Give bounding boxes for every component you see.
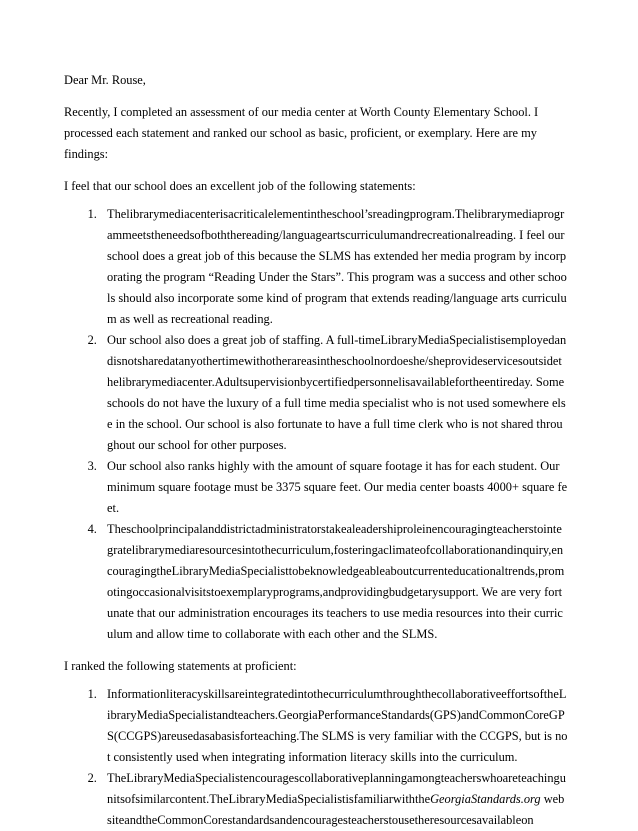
proficient-list bbox=[64, 684, 568, 831]
exemplary-item: 4. Theschoolprincipalanddistrictadministratorstakealeadershiproleinencouragingteacherstointegratelibrarymediaresourcesintothecurriculum,fosteringaclimateofcollaborationandinquiry,encouragingtheLibraryMediaSpecialisttobeknowledgeableaboutcurrenteducationaltrends,promotingoccasionalvisitstoexemplaryprograms,andprovidingbudgetarysupport. We are very fortunate that our administration encourages its teachers to use media resources into their curriculum and allow time to collaborate with each other and the SLMS. bbox=[100, 519, 568, 645]
proficient-heading: I ranked the following statements at proficient: bbox=[64, 659, 297, 673]
website-reference: GeorgiaStandards.org bbox=[430, 792, 541, 806]
proficient-item bbox=[100, 768, 568, 831]
intro-paragraph: Recently, I completed an assessment of our media center at Worth County Elementary School. I processed each statement and ranked our school as basic, proficient, or exemplary. Here are my findings: bbox=[64, 105, 539, 161]
exemplary-item: 3. Our school also ranks highly with the amount of square footage it has for each student. Our minimum square footage must be 3375 square feet. Our media center boasts 4000+ square feet. bbox=[100, 456, 568, 519]
salutation: Dear Mr. Rouse, bbox=[64, 73, 146, 87]
proficient-item: 1. InformationliteracyskillsareintegratedintothecurriculumthroughthecollaborativeeffortsoftheLibraryMediaSpecialistandteachers.GeorgiaPerformanceStandards(GPS)andCommonCoreGPS(CCGPS)areusedasabasisforteaching.The SLMS is very familiar with the CCGPS, but is not consistently used when integrating information literacy skills into the curriculum. bbox=[100, 684, 568, 768]
exemplary-item: 2. Our school also does a great job of staffing. A full-timeLibraryMediaSpecialistisemployedandisnotsharedatanyothertimewithotherareasintheschoolnordoeshe/sheprovideservicesoutsidethelibrarymediacenter.Adultsupervisionbycertifiedpersonnelisavailablefortheentireday. Some schools do not have the luxury of a full time media specialist who is not used somewhere else in the school. Our school is also fortunate to have a full time clerk who is not shared throughout our school for other purposes. bbox=[100, 330, 568, 456]
exemplary-item: 1. Thelibrarymediacenterisacriticalelementintheschool’sreadingprogram.Thelibrarymediaprogrammeetstheneedsofboththereading/languageartscurriculumandrecreationalreading. I feel our school does a great job of this because the SLMS has extended her media program by incorporating the program “Reading Under the Stars”. This program was a success and other schools should also incorporate some kind of program that extends reading/language arts curriculum as well as recreational reading. bbox=[100, 204, 568, 330]
exemplary-heading: I feel that our school does an excellent job of the following statements: bbox=[64, 179, 416, 193]
proficient-item-text: TheLibraryMediaSpecialistencouragescollaborativeplanningamongteacherswhoareteachingunitsofsimilarcontent.TheLibraryMediaSpecialistisfamiliarwiththe bbox=[107, 771, 566, 806]
proficient-item-text-end: websiteandtheCommonCorestandardsandencouragesteacherstousetheresourcesavailableon bbox=[107, 792, 565, 827]
exemplary-list bbox=[64, 204, 568, 645]
